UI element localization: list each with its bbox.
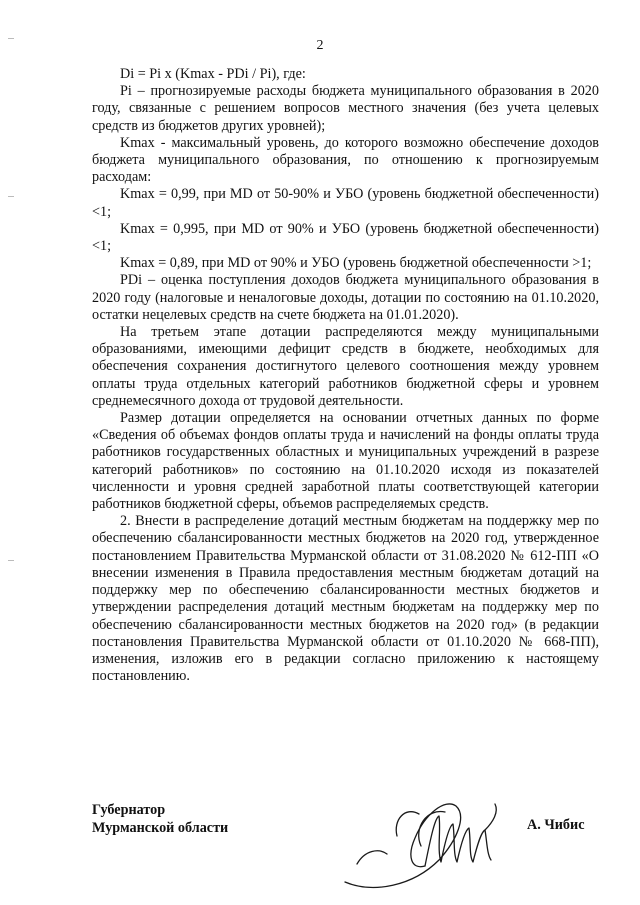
paragraph: Kmax = 0,995, при MD от 90% и УБО (уровень бюджетной обеспеченности) <1; [92, 220, 599, 255]
paragraph: Kmax = 0,99, при MD от 50-90% и УБО (уровень бюджетной обеспеченности) <1; [92, 186, 599, 220]
formula-line: Di = Pi x (Kmax - PDi / Pi), где: [120, 66, 306, 82]
signatory-name: А. Чибис [527, 817, 585, 833]
page-number: 2 [316, 38, 324, 53]
paragraph: Размер дотации определяется на основании отчетных данных по форме «Сведения об объемах фондов оплаты труда и начислений на фонды оплаты труда работников государственных областных и муниципальных учреждений в разрезе категорий работников» по состоянию на 01.10.2020 исходя из показателей численности и уровня средней заработной платы соответствующей категории работников бюджетной сферы, объемов распределяемых средств. [92, 410, 599, 513]
paragraph: Kmax - максимальный уровень, до которого возможно обеспечение доходов бюджета муниципального образования, по отношению к прогнозируемым расходам: [92, 134, 599, 186]
signatory-title-line: Мурманской области [92, 820, 229, 836]
paragraph: PDi – оценка поступления доходов бюджета муниципального образования в 2020 году (налоговые и неналоговые доходы, дотации по состоянию на 01.10.2020, остатки нецелевых средств на счете бюджета на 01.01.2020). [92, 272, 599, 323]
signatory-title-line: Губернатор [92, 802, 166, 818]
document-body [92, 66, 599, 685]
paragraph: 2. Внести в распределение дотаций местным бюджетам на поддержку мер по обеспечению сбалансированности местных бюджетов на 2020 год, утвержденное постановлением Правительства Мурманской области от 31.08.2020 № 612-ПП «О внесении изменения в Правила предоставления местным бюджетам дотаций на поддержку мер по обеспечению сбалансированности местных бюджетов и утверждении распределения дотаций местным бюджетам на поддержку мер по обеспечению сбалансированности местных бюджетов на 2020 год» (в редакции постановления Правительства Мурманской области от 01.10.2020 № 668-ПП), изменения, изложив его в редакции согласно приложению к настоящему постановлению. [92, 513, 599, 685]
paragraph: На третьем этапе дотации распределяются между муниципальными образованиями, имеющими дефицит средств в бюджете, необходимых для обеспечения сохранения достигнутого целевого соотношения между уровнем оплаты труда отдельных категорий работников бюджетной сферы и уровнем среднемесячного дохода от трудовой деятельности. [92, 324, 599, 409]
paragraph: Pi – прогнозируемые расходы бюджета муниципального образования в 2020 году, связанные с решением вопросов местного значения (без учета целевых средств из бюджетов других уровней); [92, 83, 599, 134]
margin-mark [8, 560, 14, 561]
paragraph: Kmax = 0,89, при MD от 90% и УБО (уровень бюджетной обеспеченности >1; [120, 255, 592, 272]
margin-mark [8, 196, 14, 197]
handwritten-signature [335, 790, 510, 898]
signatory-title [92, 801, 228, 837]
